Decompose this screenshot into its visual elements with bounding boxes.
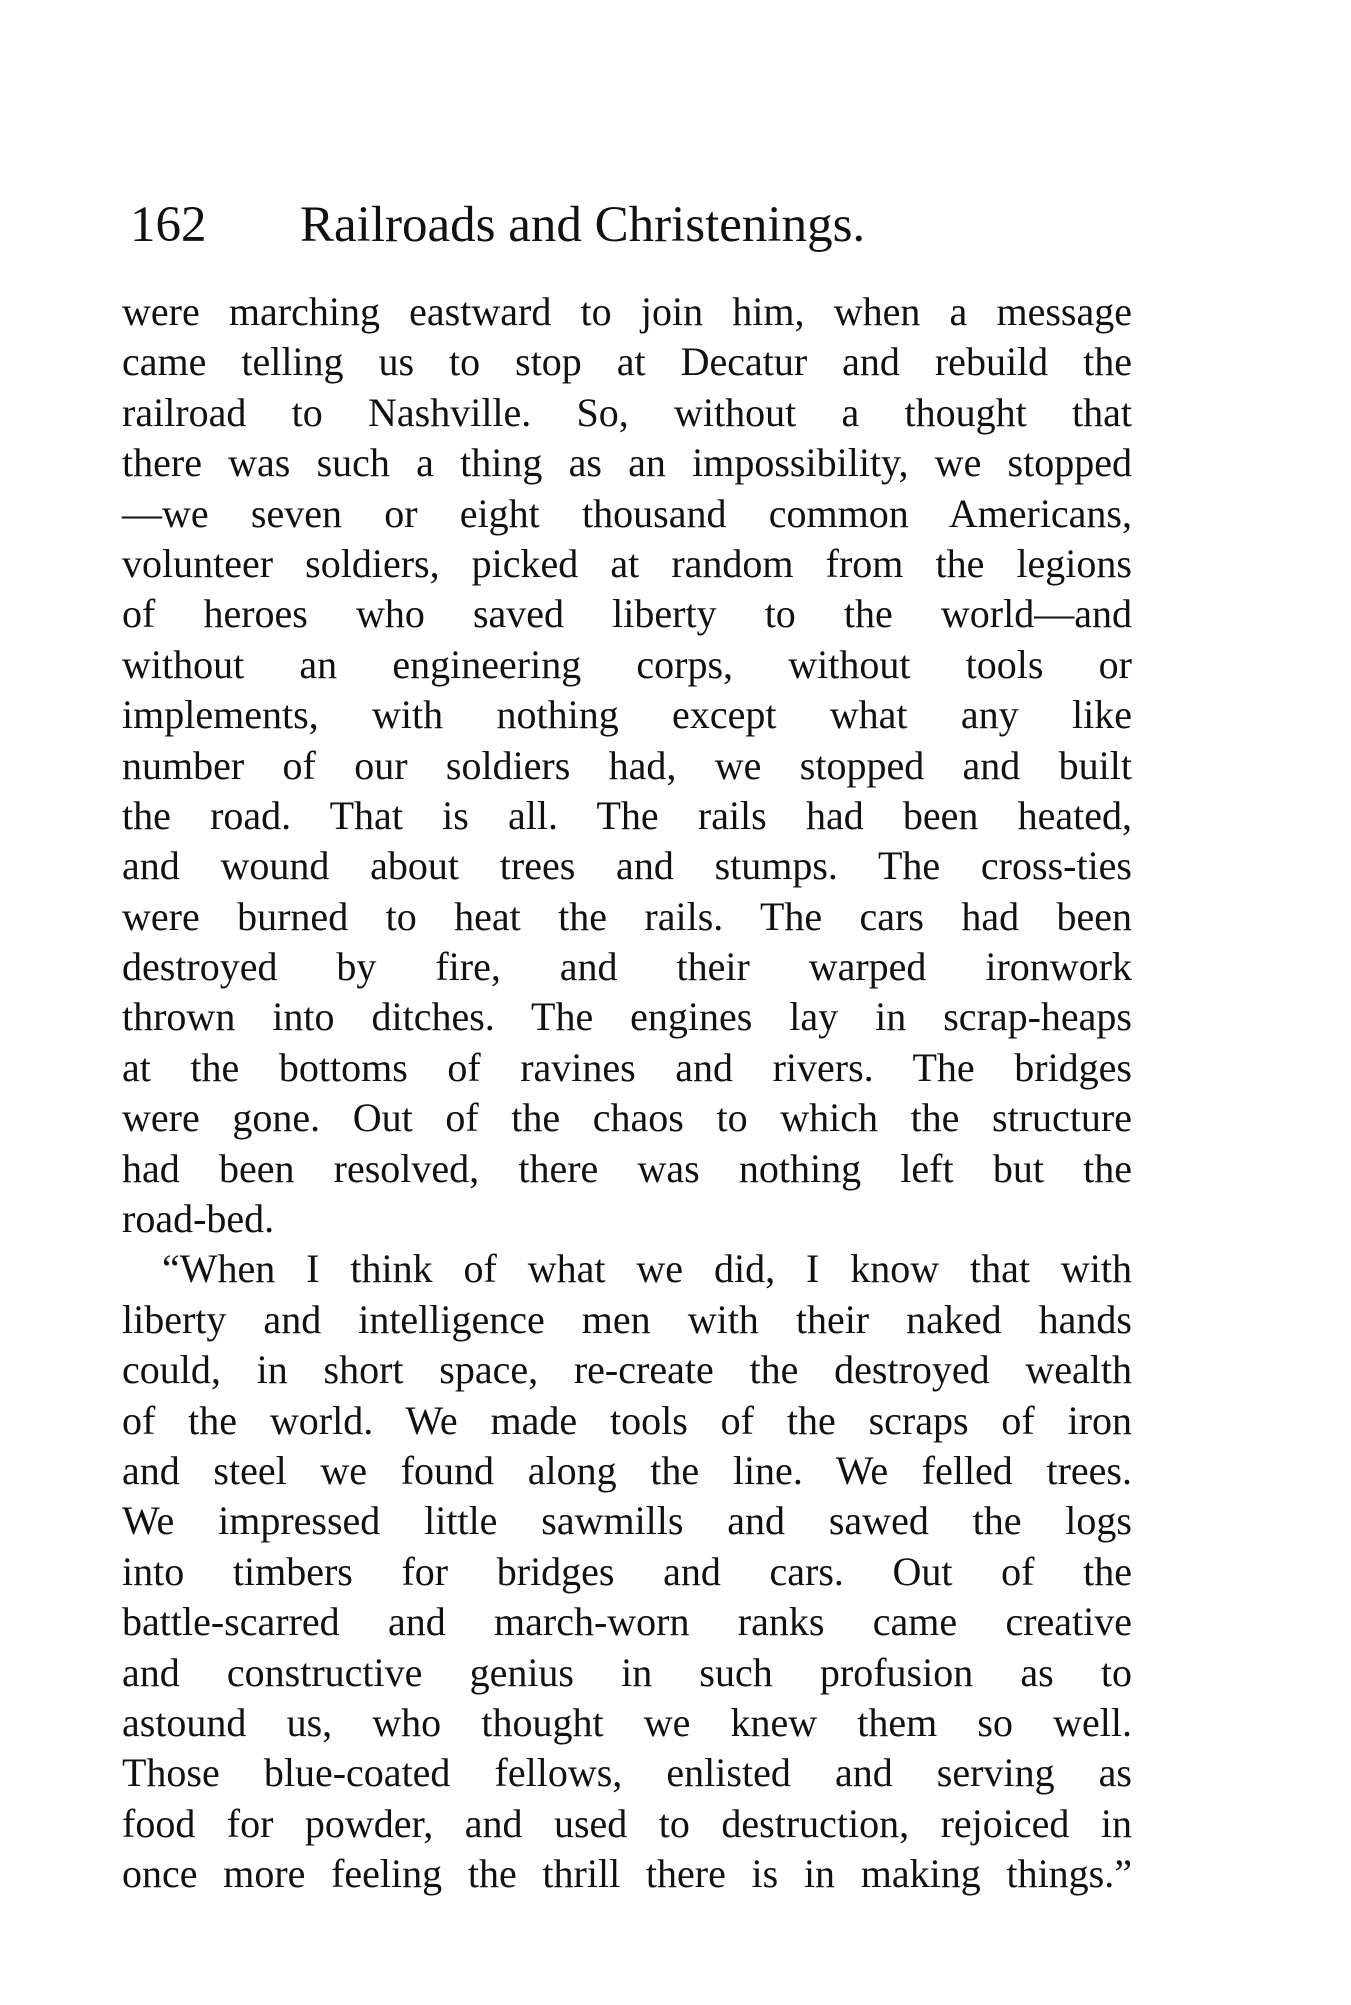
text-line: volunteer soldiers, picked at random from the legions	[122, 540, 1132, 586]
text-line: came telling us to stop at Decatur and rebuild the	[122, 339, 1132, 385]
text-line: and wound about trees and stumps. The cross-ties	[122, 843, 1132, 889]
text-line: could, in short space, re-create the destroyed wealth	[122, 1347, 1132, 1393]
text-line: thrown into ditches. The engines lay in scrap-heaps	[122, 994, 1132, 1040]
text-line: the road. That is all. The rails had been heated,	[122, 792, 1132, 838]
paragraph-2	[122, 1244, 1132, 1899]
text-line: into timbers for bridges and cars. Out of the	[122, 1548, 1132, 1594]
text-line: Those blue-coated fellows, enlisted and serving as	[122, 1750, 1132, 1796]
body-text	[122, 287, 1132, 1900]
text-line: astound us, who thought we knew them so well.	[122, 1699, 1132, 1745]
text-line: number of our soldiers had, we stopped and built	[122, 742, 1132, 788]
text-line: had been resolved, there was nothing left but the	[122, 1145, 1132, 1191]
running-title: Railroads and Christenings.	[300, 197, 866, 253]
text-line: once more feeling the thrill there is in making things.”	[122, 1851, 1132, 1897]
text-line: liberty and intelligence men with their naked hands	[122, 1296, 1132, 1342]
text-line: implements, with nothing except what any like	[122, 692, 1132, 738]
text-line: at the bottoms of ravines and rivers. The bridges	[122, 1044, 1132, 1090]
text-line: were marching eastward to join him, when a message	[122, 289, 1132, 334]
text-line: were burned to heat the rails. The cars had been	[122, 893, 1132, 939]
text-line: without an engineering corps, without tools or	[122, 641, 1132, 687]
text-line: We impressed little sawmills and sawed the logs	[122, 1498, 1132, 1544]
text-line: of heroes who saved liberty to the world—and	[122, 591, 1132, 637]
text-line: food for powder, and used to destruction, rejoiced in	[122, 1800, 1132, 1846]
page-header	[130, 195, 1130, 255]
text-line: —we seven or eight thousand common Americans,	[122, 490, 1132, 536]
page-number: 162	[130, 197, 207, 253]
text-line: were gone. Out of the chaos to which the structure	[122, 1095, 1132, 1141]
text-line: destroyed by fire, and their warped ironwork	[122, 944, 1132, 990]
text-line: of the world. We made tools of the scraps of iron	[122, 1397, 1132, 1443]
text-line: and steel we found along the line. We felled trees.	[122, 1447, 1132, 1493]
text-line: “When I think of what we did, I know that with	[162, 1246, 1132, 1292]
paragraph-1	[122, 287, 1132, 1244]
text-line: and constructive genius in such profusion as to	[122, 1649, 1132, 1695]
text-line: battle-scarred and march-worn ranks came creative	[122, 1599, 1132, 1645]
text-line: road-bed.	[122, 1196, 275, 1242]
text-line: railroad to Nashville. So, without a thought that	[122, 389, 1132, 435]
text-line: there was such a thing as an impossibility, we stopped	[122, 440, 1132, 486]
